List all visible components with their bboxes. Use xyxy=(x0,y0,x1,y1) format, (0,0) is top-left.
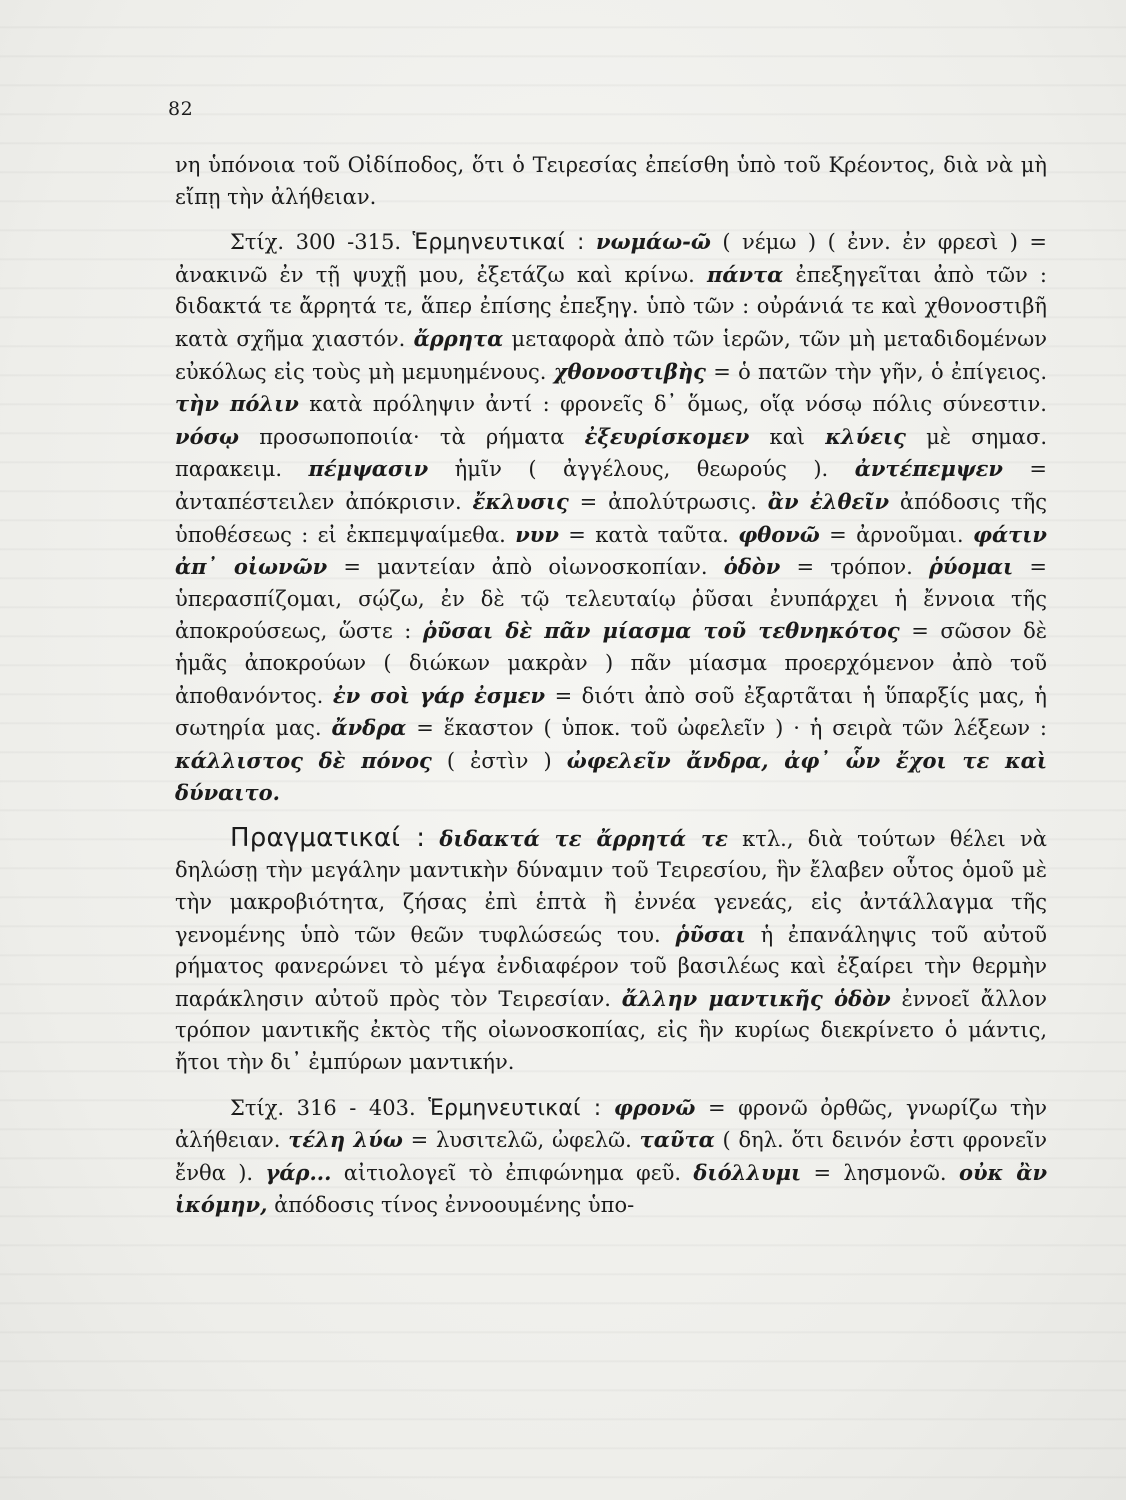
lemma-term: ἐξευρίσκομεν xyxy=(584,423,750,449)
text-run: μὲ σημασ. παρακειμ. xyxy=(175,424,1047,482)
text-run: = φρονῶ ὀρθῶς, γνωρίζω τὴν ἀλήθειαν. xyxy=(175,1095,1047,1153)
commentary-text xyxy=(175,150,1047,1222)
lemma-term: διδακτά τε ἄρρητά τε xyxy=(439,825,728,851)
text-run xyxy=(601,1096,614,1120)
text-run: = ἀνταπέστειλεν ἀπόκρισιν. xyxy=(175,457,1047,514)
lemma-term: ὠφελεῖν ἄνδρα, ἀφ᾽ ὧν ἔχοι τε καὶ δύναιτο. xyxy=(175,747,1048,806)
text-run: = ἕκαστον ( ὑποκ. τοῦ ὠφελεῖν ) · ἡ σειρὰ τῶν λέξεων : xyxy=(406,716,1047,741)
section-heading: Ἑρμηνευτικαί : xyxy=(412,230,585,256)
section-heading: Πραγματικαί : xyxy=(230,822,426,853)
lemma-term: φάτιν ἀπ᾽ οἰωνῶν xyxy=(175,521,1047,580)
lemma-term: ῥύομαι xyxy=(928,554,1014,580)
lemma-term: διόλλυμι xyxy=(693,1159,802,1185)
lemma-term: κάλλιστος δὲ πόνος xyxy=(175,747,432,773)
lemma-term: ταῦτα xyxy=(639,1127,715,1153)
text-run: = τρόπον. xyxy=(780,555,929,580)
text-run: ἐννοεῖ ἄλλον τρόπον μαντικῆς ἐκτὸς τῆς οἰωνοσκοπίας, εἰς ἣν κυρίως διεκρίνετο ὁ μάντις, ἤτοι τὴν δι᾽ ἐμπύρων μαντικήν. xyxy=(175,986,1048,1075)
text-run: ἀπόδοσις τῆς ὑποθέσεως : εἰ ἐκπεμψαίμεθα. xyxy=(175,489,1047,547)
lemma-term: ἔκλυσις xyxy=(472,488,569,514)
text-run: = ἀρνοῦμαι. xyxy=(819,522,973,547)
text-run xyxy=(425,827,439,851)
page-number: 82 xyxy=(168,98,194,120)
lemma-term: φθονῶ xyxy=(738,521,820,547)
lemma-term: γάρ... xyxy=(265,1159,332,1185)
lemma-term: ἄνδρα xyxy=(331,715,407,741)
section-heading: Ἑρμηνευτικαί : xyxy=(428,1095,602,1121)
text-run: ἡμῖν ( ἀγγέλους, θεωρούς ). xyxy=(428,457,855,482)
lemma-term: ἄρρητα xyxy=(413,325,504,351)
paragraph-continuation xyxy=(175,150,1047,213)
lemma-term: τέλη λύω xyxy=(288,1127,403,1153)
text-run: ( νέμω ) ( ἐνν. ἐν φρεσὶ ) = ἀνακινῶ ἐν τῇ ψυχῇ μου, ἐξετάζω καὶ κρίνω. xyxy=(175,230,1047,287)
lemma-term: πάντα xyxy=(706,261,784,287)
lemma-term: ῥῦσαι δὲ πᾶν μίασμα τοῦ τεθνηκότος xyxy=(422,618,900,644)
text-run: = ὁ πατῶν τὴν γῆν, ὁ ἐπίγειος. xyxy=(705,359,1047,384)
text-run: νη ὑπόνοια τοῦ Οἰδίποδος, ὅτι ὁ Τειρεσίας ἐπείσθη ὑπὸ τοῦ Κρέοντος, διὰ νὰ μὴ εἴπῃ τὴν ἀλήθειαν. xyxy=(175,153,1047,209)
text-run: ἀπόδοσις τίνος ἐννοουμένης ὑπο- xyxy=(267,1193,635,1218)
text-run: = λησμονῶ. xyxy=(801,1160,959,1185)
text-run: = λυσιτελῶ, ὠφελῶ. xyxy=(402,1128,640,1153)
text-run: = ὑπερασπίζομαι, σῴζω, ἐν δὲ τῷ τελευταίῳ ῥῦσαι ἐνυπάρχει ἡ ἔννοια τῆς ἀποκρούσεως, ὥστε : xyxy=(175,555,1047,644)
text-run: κατὰ πρόληψιν ἀντί : φρονεῖς δ᾽ ὅμως, οἵᾳ νόσῳ πόλις σύνεστιν. xyxy=(298,392,1047,417)
lemma-term: ῥῦσαι xyxy=(675,921,746,947)
text-run xyxy=(585,230,596,254)
text-run: προσωποποιία· τὰ ρήματα xyxy=(239,424,585,449)
lemma-term: ἐν σοὶ γάρ ἐσμεν xyxy=(332,682,546,708)
lemma-term: ἄλλην μαντικῆς ὁδὸν xyxy=(621,985,891,1011)
text-run: = σῶσον δὲ ἡμᾶς ἀποκρούων ( διώκων μακρὰν ) πᾶν μίασμα προερχόμενον ἀπὸ τοῦ ἀποθανόντος. xyxy=(175,619,1047,708)
text-run: καὶ xyxy=(749,424,826,449)
text-run: ( δηλ. ὅτι δεινόν ἐστι φρονεῖν ἔνθα ). xyxy=(175,1128,1047,1185)
text-run: ( ἐστὶν ) xyxy=(431,748,567,773)
text-run: μεταφορὰ ἀπὸ τῶν ἱερῶν, τῶν μὴ μεταδιδομένων εὐκόλως εἰς τοὺς μὴ μεμυημένους. xyxy=(175,326,1048,384)
lemma-term: νυν xyxy=(515,521,559,547)
text-run: ἡ ἐπανάληψις τοῦ αὐτοῦ ρήματος φανερώνει τὸ μέγα ἐνδιαφέρον τοῦ βασιλέως καὶ ἐξαίρει τὴν θερμὴν παράκλησιν αὐτοῦ πρὸς τὸν Τειρεσίαν. xyxy=(175,922,1047,1011)
lemma-term: ἀντέπεμψεν xyxy=(854,456,1003,482)
lemma-term: ὁδὸν xyxy=(723,554,781,580)
lemma-term: κλύεις xyxy=(825,423,906,449)
lemma-term: φρονῶ xyxy=(613,1094,696,1120)
text-run: = διότι ἀπὸ σοῦ ἐξαρτᾶται ἡ ὕπαρξίς μας, ἡ σωτηρία μας. xyxy=(175,683,1048,741)
lemma-term: πέμψασιν xyxy=(308,456,429,482)
text-run: ἐπεξηγεῖται ἀπὸ τῶν : διδακτά τε ἄρρητά τε, ἅπερ ἐπίσης ἐπεξηγ. ὑπὸ τῶν : οὐράνιά τε καὶ χθονοστιβῆ κατὰ σχῆμα χιαστόν. xyxy=(175,262,1047,351)
paragraph-pragmatikai xyxy=(175,823,1047,1079)
text-run: αἰτιολογεῖ τὸ ἐπιφώνημα φεῦ. xyxy=(331,1160,694,1185)
text-run: = ἀπολύτρωσις. xyxy=(568,489,768,514)
lemma-term: νωμάω-ῶ xyxy=(596,229,711,255)
paragraph-verses-316-403 xyxy=(175,1092,1047,1222)
text-run: Στίχ. 316 - 403. xyxy=(230,1095,429,1120)
lemma-term: νόσῳ xyxy=(175,423,240,449)
paragraph-verses-300-315 xyxy=(175,226,1047,810)
lemma-term: οὐκ ἂν ἱκόμην, xyxy=(175,1159,1048,1218)
lemma-term: ἂν ἐλθεῖν xyxy=(767,488,890,514)
text-run: Στίχ. 300 -315. xyxy=(230,230,413,255)
lemma-term: χθονοστιβὴς xyxy=(553,358,706,384)
text-run: = μαντείαν ἀπὸ οἰωνοσκοπίαν. xyxy=(327,555,724,580)
text-run: κτλ., διὰ τούτων θέλει νὰ δηλώσῃ τὴν μεγάλην μαντικὴν δύναμιν τοῦ Τειρεσίου, ἣν ἔλαβεν οὗτος ὁμοῦ μὲ τὴν μακροβιότητα, ζήσας ἐπὶ ἑπτὰ ἢ ἐννέα γενεάς, εἰς ἀντάλλαγμα τῆς γενομένης ὑπὸ τῶν θεῶν τυφλώσεώς του. xyxy=(175,826,1047,947)
text-run: = κατὰ ταῦτα. xyxy=(558,522,739,547)
lemma-term: τὴν πόλιν xyxy=(175,391,299,417)
